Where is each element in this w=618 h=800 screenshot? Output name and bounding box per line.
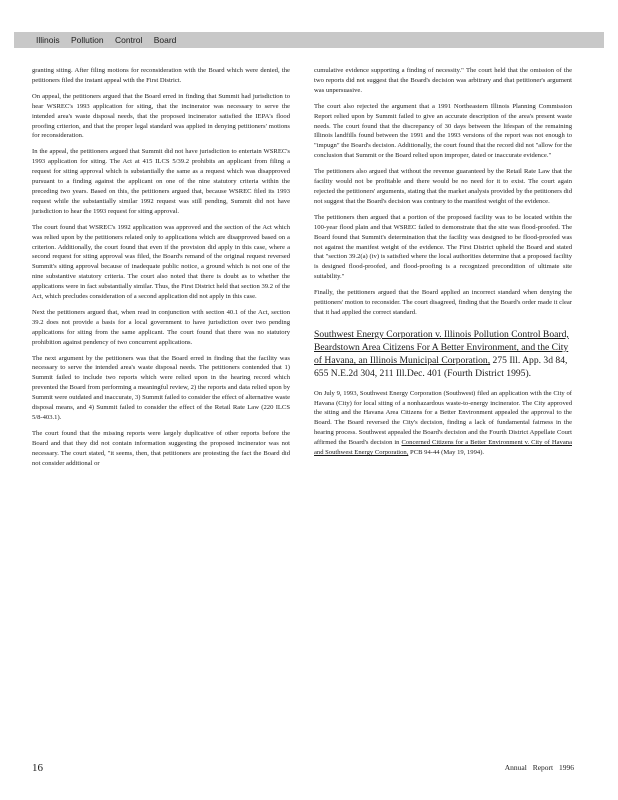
page-number: 16 (32, 762, 43, 774)
right-column (314, 66, 572, 464)
paragraph: The court found that the missing reports were largely duplicative of other reports before the Board and that they did not contain information suggesting the proposed incinerator was not necessary. The court stated, "it seems, then, that petitioners are protesting the fact the Board did not consider additional or (32, 429, 290, 467)
paragraph: The petitioners then argued that a portion of the proposed facility was to be located within the 100-year flood plain and that WSREC failed to demonstrate that the site was flood-proofed. The Board found that Summit's determination that the facility was designed to be flood-proofed was not against the manifest weight of the evidence. The First District upheld the Board and stated that "section 39.2(a) (iv) is satisfied where the local authorities determine that a proposed facility is designed flood-proofed, and flood-proofing is a recognized precondition of ultimate site suitability." (314, 213, 572, 281)
case-body-start: On July 9, 1993, Southwest Energy Corporation (Southwest) filed an application with the City of Havana (City) for local siting of a nonhazardous waste-to-energy incinerator. The City approved the siting and the Havana Area Citizens for a Better Environment appealed the approval to the Board. The Board reversed the City's decision, finding a lack of fundamental fairness in the hearing process. Southwest appealed the Board's decision and the Fourth District Appellate Court affirmed the Board's decision in (314, 389, 572, 447)
left-column (32, 66, 290, 475)
paragraph: On appeal, the petitioners argued that the Board erred in finding that Summit had jurisdiction to hear WSREC's 1993 application for siting, that the incinerator was necessary to serve the intended area's waste disposal needs, that the proposed incinerator satisfied the IEPA's flood proofing criterion, and that the proper legal standard was applied in denying petitioners' motions for reconsideration. (32, 92, 290, 140)
paragraph: The petitioners also argued that without the revenue guaranteed by the Retail Rate Law that the facility would not be profitable and there would be no need for it to exist. The court again rejected the petitioners' arguments, stating that the market analysis provided by the petitioners did not suggest that the Board's decision was contrary to the manifest weight of the evidence. (314, 168, 572, 205)
paragraph: Next the petitioners argued that, when read in conjunction with section 40.1 of the Act, section 39.2 does not provide a basis for a local government to have jurisdiction over two pending applications for siting from the same applicant. The court found that there was no statutory prohibition against pendency of two concurrent applications. (32, 308, 290, 346)
footer-report: Annual Report 1996 (504, 763, 574, 772)
paragraph: granting siting. After filing motions for reconsideration with the Board which were denied, the petitioners filed the instant appeal with the First District. (32, 67, 290, 84)
paragraph: The next argument by the petitioners was that the Board erred in finding that the facility was necessary to serve the intended area's waste disposal needs. The petitioners contended that 1) Summit failed to include two reports which were relied upon in the hearing record which prevented the Board from performing a meaningful review, 2) the reports and data relied upon by Summit were outdated and inaccurate, 3) Summit failed to consider the effect of alternative waste disposal means, and 4) Summit failed to consider the effect of the Retail Rate Law (220 ILCS 5/8-403.1). (32, 354, 290, 421)
cited-case: Concerned Citizens for a Better Environment v. City of Havana and Southwest Energy Corporation, (314, 439, 572, 457)
case-body-end: PCB 94-44 (May 19, 1994). (408, 449, 485, 457)
paragraph: cumulative evidence supporting a finding of necessity." The court held that the omission of the two reports did not suggest that the Board's decision was arbitrary and that petitioner's argument was unpersuasive. (314, 67, 572, 94)
case-heading (314, 328, 572, 381)
paragraph: In the appeal, the petitioners argued that Summit did not have jurisdiction to entertain WSREC's 1993 application for siting. The Act at 415 ILCS 5/39.2 prohibits an applicant from filing a request for siting approval which is substantially the same as a request which was disapproved pursuant to a finding against the applicant on one of the nine statutory criteria within the preceding two years. Based on this, the petitioners argued that, because WSREC filed its 1993 request while the substantially similar 1992 request was still pending, Summit did not have jurisdiction to hear the 1993 request for siting approval. (32, 148, 290, 215)
running-header: Illinois Pollution Control Board (14, 32, 604, 48)
paragraph: The court also rejected the argument that a 1991 Northeastern Illinois Planning Commission Report relied upon by Summit failed to give an accurate description of the area's present waste needs. The court found that the discrepancy of 30 days between the lifespan of the remaining Illinois landfills found between the 1991 and the 1993 versions of the report was not enough to "impugn" the Board's decision. Additionally, the court found that the record did not "allow for the conclusion that Summit or the Board relied upon improper, dated or inaccurate evidence." (314, 102, 572, 160)
case-paragraph (314, 389, 572, 458)
paragraph: Finally, the petitioners argued that the Board applied an incorrect standard when denying the petitioners' motion to reconsider. The court disagreed, finding that the Board's order made it clear that it had applied the correct standard. (314, 289, 572, 316)
case-citation: 275 Ill. App. 3d 84, 655 N.E.2d 304, 211 Ill.Dec. 401 (Fourth District 1995). (314, 355, 568, 380)
paragraph: The court found that WSREC's 1992 application was approved and the section of the Act which was relied upon by the petitioners related only to applications which are disapproved based on a criterion. Additionally, the court found that even if the provision did apply in this case, where a second request for siting approval was filed, the Board's remand of the original request reversed Summit's siting approval because of inadequate public notice, a ground which is not one of the nine substantive statutory criteria. The court also noted that there is doubt as to whether the applications were in fact substantially similar. Thus, the First District held that section 39.2 of the Act, which precludes consideration of a second application did not apply in this case. (32, 223, 290, 301)
case-title: Southwest Energy Corporation v. Illinois Pollution Control Board, Beardstown Area Citizens For A Better Environment, and the City of Havana, an Illinois Municipal Corporation, (314, 328, 569, 367)
